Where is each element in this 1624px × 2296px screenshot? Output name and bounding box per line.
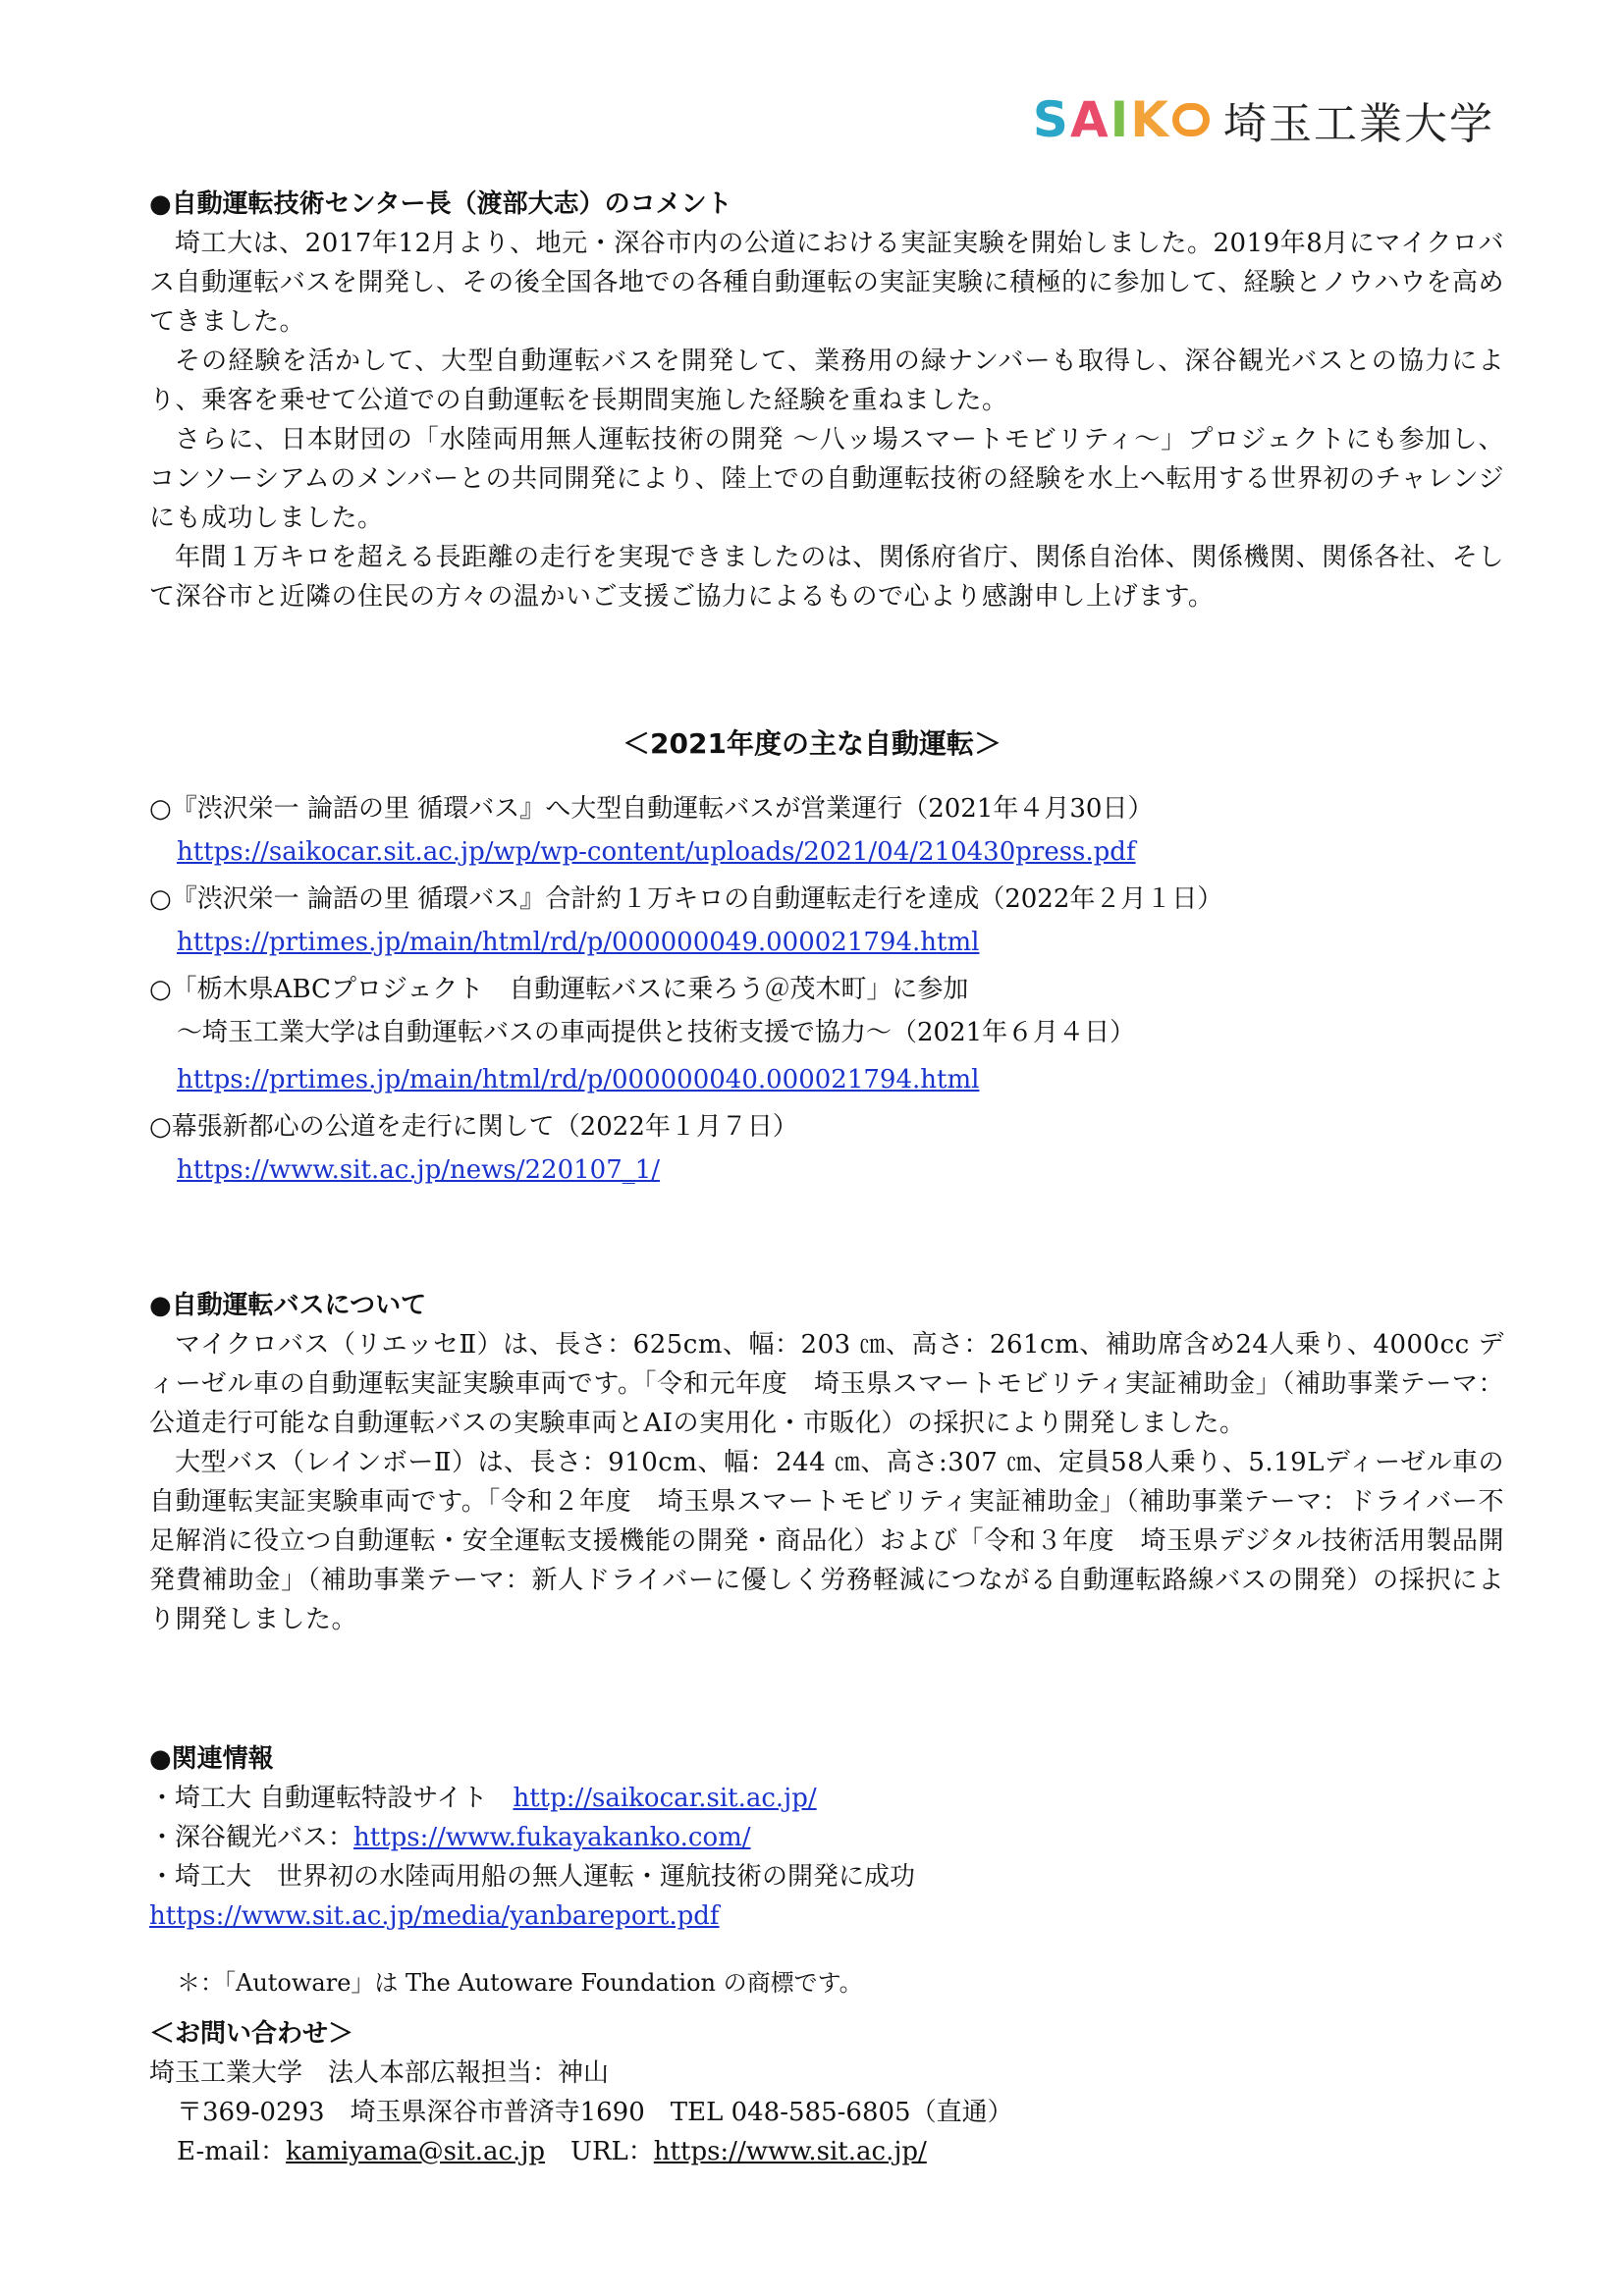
email-label: E-mail： xyxy=(177,2137,287,2166)
related-heading: ●関連情報 xyxy=(149,1744,274,1774)
summary-item-1-link[interactable]: https://saikocar.sit.ac.jp/wp/wp-content/uploads/2021/04/210430press.pdf xyxy=(177,837,1136,867)
contact-section xyxy=(149,2014,1504,2171)
bus-paragraph-2: 大型バス（レインボーⅡ）は、長さ：910cm、幅：244 ㎝、高さ:307 ㎝、定員58人乗り、5.19Lディーゼル車の自動運転実証実験車両です。「令和２年度 埼玉県スマートモビリティ実証補助金」（補助事業テーマ：ドライバー不足解消に役立つ自動運転・安全運転支援機能の開発・商品化）および「令和３年度 埼玉県デジタル技術活用製品開発費補助金」（補助事業テーマ：新人ドライバーに優しく労務軽減につながる自動運転路線バスの開発）の採択により開発しました。 xyxy=(149,1448,1504,1634)
comment-paragraph-2: その経験を活かして、大型自動運転バスを開発して、業務用の緑ナンバーも取得し、深谷観光バスとの協力により、乗客を乗せて公道での自動運転を長期間実施した経験を重ねました。 xyxy=(149,347,1504,415)
summary-item-2-link[interactable]: https://prtimes.jp/main/html/rd/p/000000049.000021794.html xyxy=(177,928,980,957)
contact-heading: ＜お問い合わせ＞ xyxy=(149,2019,354,2049)
trademark-note: ＊：「Autoware」は The Autoware Foundation の商標です。 xyxy=(177,1969,863,1997)
related-item-3-link[interactable]: https://www.sit.ac.jp/media/yanbareport.pdf xyxy=(149,1901,720,1931)
website-link[interactable]: https://www.sit.ac.jp/ xyxy=(653,2137,927,2166)
contact-line-3 xyxy=(149,2132,1504,2171)
related-item-2-label: ・深谷観光バス： xyxy=(149,1823,354,1852)
contact-line-2: 〒369-0293 埼玉県深谷市普済寺1690 TEL 048-585-6805（直通） xyxy=(177,2098,1013,2127)
related-item-1-link[interactable]: http://saikocar.sit.ac.jp/ xyxy=(513,1784,817,1813)
summary-item-3-link[interactable]: https://prtimes.jp/main/html/rd/p/000000040.000021794.html xyxy=(177,1065,980,1095)
summary-item-4-link[interactable]: https://www.sit.ac.jp/news/220107_1/ xyxy=(177,1155,661,1185)
university-logo xyxy=(1033,90,1494,149)
related-item-1 xyxy=(149,1779,1504,1818)
summary-link-4 xyxy=(149,1147,1504,1194)
email-link[interactable]: kamiyama@sit.ac.jp xyxy=(286,2137,546,2166)
summary-item-1: ○『渋沢栄一 論語の里 循環バス』へ大型自動運転バスが営業運行（2021年４月30日） xyxy=(149,794,1154,824)
comment-paragraph-4: 年間１万キロを超える長距離の走行を実現できましたのは、関係府省庁、関係自治体、関係機関、関係各社、そして深谷市と近隣の住民の方々の温かいご支援ご協力によるもので心より感謝申し上げます。 xyxy=(149,543,1504,612)
summary-list xyxy=(149,789,1504,1198)
summary-item-2: ○『渋沢栄一 論語の里 循環バス』合計約１万キロの自動運転走行を達成（2022年２月１日） xyxy=(149,884,1223,914)
summary-link-2 xyxy=(149,919,1504,966)
bus-heading: ●自動運転バスについて xyxy=(149,1291,427,1320)
related-item-3 xyxy=(149,1857,1504,1936)
related-item-2 xyxy=(149,1818,1504,1857)
comment-section xyxy=(149,185,1504,616)
bus-section xyxy=(149,1286,1504,1639)
saiko-logo-mark: S A I K xyxy=(1033,91,1210,148)
related-item-2-link[interactable]: https://www.fukayakanko.com/ xyxy=(353,1823,751,1852)
summary-title: ＜2021年度の主な自動運転＞ xyxy=(623,727,1001,760)
related-item-3-label: ・埼工大 世界初の水陸両用船の無人運転・運航技術の開発に成功 xyxy=(149,1862,942,1892)
url-label: URL： xyxy=(545,2137,654,2166)
summary-link-1 xyxy=(149,828,1504,876)
bus-paragraph-1: マイクロバス（リエッセⅡ）は、長さ：625cm、幅：203 ㎝、高さ：261cm、補助席含め24人乗り、4000cc ディーゼル車の自動運転実証実験車両です。「令和元年度 埼玉県スマートモビリティ実証補助金」（補助事業テーマ：公道走行可能な自動運転バスの実験車両とAIの実用化・市販化）の採択により開発しました。 xyxy=(149,1330,1504,1438)
related-item-1-label: ・埼工大 自動運転特設サイト xyxy=(149,1784,514,1813)
university-name: 埼玉工業大学 xyxy=(1223,99,1494,149)
comment-paragraph-1: 埼工大は、2017年12月より、地元・深谷市内の公道における実証実験を開始しました。2019年8月にマイクロバス自動運転バスを開発し、その後全国各地での各種自動運転の実証実験に積極的に参加して、経験とノウハウを高めてきました。 xyxy=(149,229,1504,337)
summary-link-3 xyxy=(149,1056,1504,1103)
summary-item-3-sub: ～埼玉工業大学は自動運転バスの車両提供と技術支援で協力～（2021年６月４日） xyxy=(177,1018,1136,1047)
comment-heading: ●自動運転技術センター長（渡部大志）のコメント xyxy=(149,189,732,219)
summary-item-3: ○「栃木県ABCプロジェクト 自動運転バスに乗ろう＠茂木町」に参加 xyxy=(149,975,969,1004)
related-section xyxy=(149,1739,1504,2002)
comment-paragraph-3: さらに、日本財団の「水陸両用無人運転技術の開発 ～八ッ場スマートモビリティ～」プロジェクトにも参加し、コンソーシアムのメンバーとの共同開発により、陸上での自動運転技術の経験を水上へ転用する世界初のチャレンジにも成功しました。 xyxy=(149,425,1504,533)
contact-line-1: 埼玉工業大学 法人本部広報担当：神山 xyxy=(149,2058,610,2088)
summary-item-4: ○幕張新都心の公道を走行に関して（2022年１月７日） xyxy=(149,1112,798,1142)
